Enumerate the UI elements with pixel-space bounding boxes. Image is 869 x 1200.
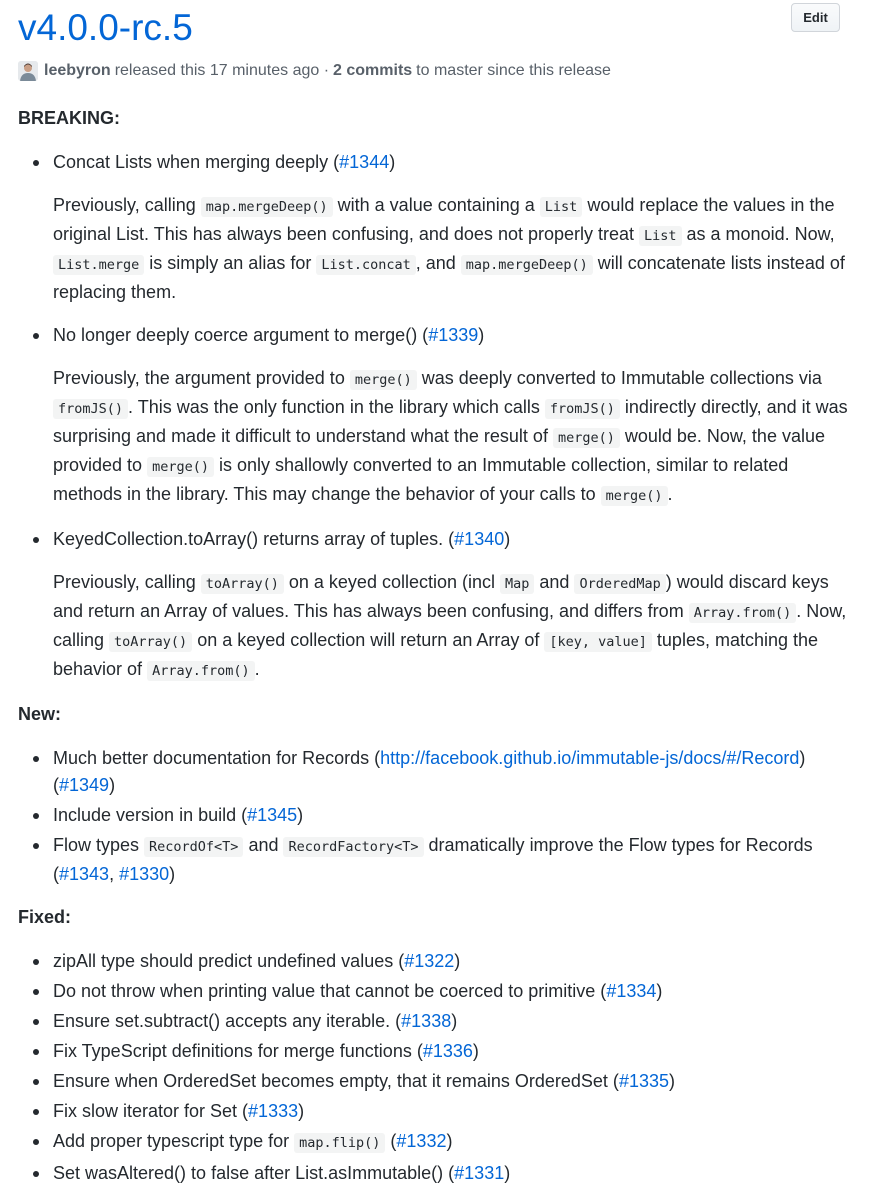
fixed-item: Ensure set.subtract() accepts any iterable. (#1338)	[18, 1008, 848, 1035]
issue-link[interactable]: #1322	[404, 951, 455, 971]
fixed-item: zipAll type should predict undefined values (#1322)	[18, 948, 848, 975]
issue-link[interactable]: #1332	[396, 1131, 447, 1151]
fixed-item: Do not throw when printing value that cannot be coerced to primitive (#1334)	[18, 978, 848, 1005]
avatar[interactable]	[18, 61, 38, 81]
issue-link[interactable]: #1331	[454, 1163, 505, 1183]
fixed-list	[18, 948, 848, 1187]
breaking-list	[18, 149, 848, 176]
release-title[interactable]: v4.0.0-rc.5	[18, 7, 193, 48]
fixed-item: Ensure when OrderedSet becomes empty, that it remains OrderedSet (#1335)	[18, 1068, 848, 1095]
new-item: Include version in build (#1345)	[18, 802, 848, 829]
fixed-item: Add proper typescript type for map.flip() (#1332)	[18, 1128, 848, 1157]
breaking-list	[18, 322, 848, 349]
issue-link[interactable]: #1345	[247, 805, 298, 825]
breaking-description: Previously, calling toArray() on a keyed collection (incl Map and OrderedMap ) would discard keys and return an Array of values. This has always been confusing, and differs from Array.from() . Now, calling toArray() on a keyed collection will return an Array of [key, value] tuples, matching the behavior of Array.from() .	[53, 572, 847, 679]
new-item: Much better documentation for Records (http://facebook.github.io/immutable-js/docs/#/Record) (#1349)	[18, 745, 848, 799]
issue-link[interactable]: #1340	[454, 529, 505, 549]
breaking-description: Previously, calling map.mergeDeep() with a value containing a List would replace the values in the original List. This has always been confusing, and does not properly treat List as a monoid. Now, List.merge is simply an alias for List.concat , and map.mergeDeep() will concatenate lists instead of replacing them.	[53, 195, 845, 302]
issue-link[interactable]: #1333	[248, 1101, 299, 1121]
issue-link[interactable]: #1344	[339, 152, 390, 172]
commits-link[interactable]: 2 commits	[333, 62, 413, 79]
release-notes	[18, 105, 848, 1187]
release-meta	[18, 58, 611, 84]
new-list	[18, 745, 848, 888]
issue-link[interactable]: #1338	[401, 1011, 452, 1031]
author-link[interactable]: leebyron	[44, 62, 111, 79]
issue-link[interactable]: #1339	[428, 325, 479, 345]
fixed-heading: Fixed:	[18, 907, 72, 927]
issue-link[interactable]: #1334	[606, 981, 657, 1001]
issue-link[interactable]: #1343	[59, 864, 110, 884]
issue-link[interactable]: #1336	[422, 1041, 473, 1061]
issue-link[interactable]: #1349	[59, 775, 110, 795]
fixed-item: Set wasAltered() to false after List.asImmutable() (#1331)	[18, 1160, 848, 1187]
edit-button[interactable]: Edit	[791, 3, 840, 32]
breaking-item: Concat Lists when merging deeply (#1344)	[18, 149, 848, 176]
new-item: Flow types RecordOf<T> and RecordFactory<T> dramatically improve the Flow types for Records (#1343, #1330)	[18, 832, 848, 888]
breaking-list	[18, 526, 848, 553]
issue-link[interactable]: #1330	[119, 864, 170, 884]
released-text: released this 17 minutes ago ·	[114, 62, 330, 79]
breaking-description: Previously, the argument provided to merge() was deeply converted to Immutable collections via fromJS() . This was the only function in the library which calls fromJS() indirectly directly, and it was surprising and made it difficult to understand what the result of merge() would be. Now, the value provided to merge() is only shallowly converted to an Immutable collection, similar to related methods in the library. This may change the behavior of your calls to merge() .	[53, 368, 848, 504]
breaking-item: No longer deeply coerce argument to merge() (#1339)	[18, 322, 848, 349]
avatar-icon	[18, 61, 38, 81]
fixed-item: Fix TypeScript definitions for merge functions (#1336)	[18, 1038, 848, 1065]
fixed-item: Fix slow iterator for Set (#1333)	[18, 1098, 848, 1125]
to-master-text: to master since this release	[416, 62, 611, 79]
breaking-heading: BREAKING:	[18, 108, 120, 128]
breaking-item: KeyedCollection.toArray() returns array of tuples. (#1340)	[18, 526, 848, 553]
issue-link[interactable]: #1335	[618, 1071, 669, 1091]
new-heading: New:	[18, 704, 62, 724]
docs-link[interactable]: http://facebook.github.io/immutable-js/docs/#/Record	[380, 748, 800, 768]
